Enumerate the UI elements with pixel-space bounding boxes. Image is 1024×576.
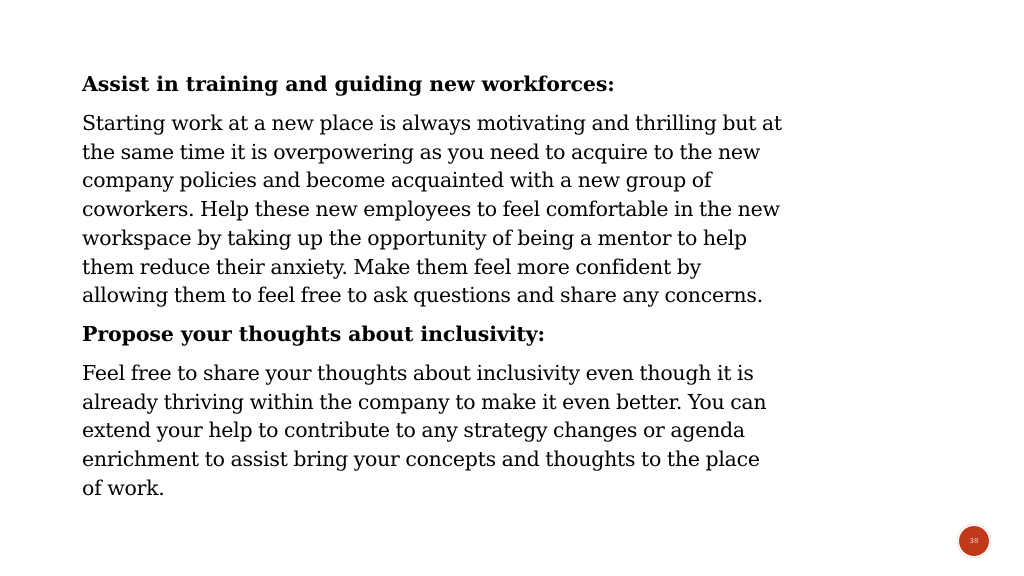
paragraph-line: workspace by taking up the opportunity of being a mentor to help — [82, 225, 747, 250]
section-heading-training: Assist in training and guiding new workforces: — [82, 72, 615, 96]
paragraph-line: company policies and become acquainted with a new group of — [82, 168, 712, 193]
section-paragraph-training — [82, 109, 942, 310]
section-heading-inclusivity: Propose your thoughts about inclusivity: — [82, 321, 546, 346]
paragraph-line: already thriving within the company to make it even better. You can — [82, 389, 767, 414]
paragraph-line: enrichment to assist bring your concepts and thoughts to the place — [82, 447, 760, 472]
paragraph-line: coworkers. Help these new employees to feel comfortable in the new — [82, 197, 780, 222]
paragraph-line: Starting work at a new place is always motivating and thrilling but at — [82, 111, 782, 135]
paragraph-line: of work. — [82, 475, 165, 500]
slide-body — [82, 70, 942, 512]
paragraph-line: allowing them to feel free to ask questions and share any concerns. — [82, 283, 763, 308]
section-paragraph-inclusivity — [82, 359, 942, 503]
page-number: 38 — [969, 537, 979, 545]
paragraph-line: the same time it is overpowering as you need to acquire to the new — [82, 139, 761, 164]
paragraph-line: Feel free to share your thoughts about inclusivity even though it is — [82, 360, 754, 385]
page-number-badge — [957, 524, 991, 558]
paragraph-line: them reduce their anxiety. Make them feel more confident by — [82, 254, 701, 279]
paragraph-line: extend your help to contribute to any strategy changes or agenda — [82, 418, 745, 443]
